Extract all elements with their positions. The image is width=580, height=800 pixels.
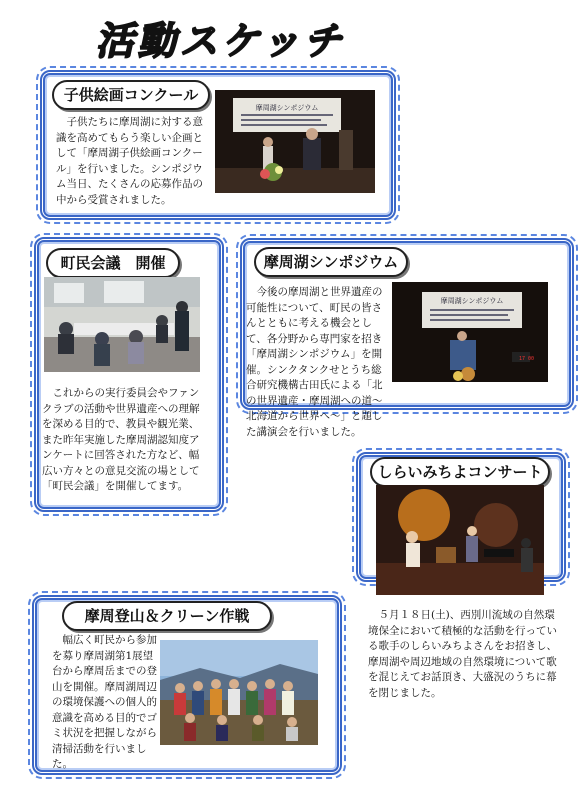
tozan-group-photo xyxy=(160,640,318,745)
kodomo-award-photo xyxy=(215,90,375,193)
concert-stage-photo xyxy=(376,485,544,595)
symposium-screen-text: 摩周湖シンポジウム xyxy=(440,297,504,305)
section-kodomo-heading: 子供絵画コンクール xyxy=(52,80,210,110)
svg-text:17 00: 17 00 xyxy=(519,356,535,362)
section-kodomo-body: 子供たちに摩周湖に対する意識を高めてもらう楽しい企画として「摩周湖子供絵画コンクール」を行いました。シンポジウム当日、たくさんの応募作品の中から受賞されました。 xyxy=(56,116,203,206)
section-concert-body: ５月１８日(土)、西別川流域の自然環境保全において積極的な活動を行っている歌手のしらいみちよさんをお招きし、摩周湖や周辺地域の自然環境について歌を混じえてお話頂き、大盛況のうちに幕を閉じました。 xyxy=(368,609,557,699)
concert-photo-drawing xyxy=(376,485,544,595)
kodomo-screen-text: 摩周湖シンポジウム xyxy=(255,104,319,112)
section-concert-heading: しらいみちよコンサート xyxy=(370,457,550,487)
tozan-photo-drawing xyxy=(160,640,318,745)
section-chomin-body: これからの実行委員会やファンクラブの活動や世界遺産への理解を深める目的で、教員や観光業、また昨年実施した摩周湖認知度アンケートに回答された方など、幅広い方々との意見交流の場として「町民会議」を開催してます。 xyxy=(42,387,200,492)
symposium-photo-drawing xyxy=(392,282,548,382)
section-chomin-heading: 町民会議 開催 xyxy=(46,248,180,278)
chomin-photo-drawing xyxy=(44,277,200,372)
chomin-meeting-photo xyxy=(44,277,200,372)
section-tozan-heading: 摩周登山＆クリーン作戦 xyxy=(62,601,272,631)
symposium-lecture-photo xyxy=(392,282,548,382)
page-title: 活動スケッチ xyxy=(94,19,354,63)
section-tozan-body: 幅広く町民から参加を募り摩周湖第1展望台から摩周岳までの登山を開催。摩周湖周辺の環境保護への個人的意識を高める目的でゴミ状況を把握しながら清掃活動を行いました。 xyxy=(52,634,157,770)
section-symposium-body: 今後の摩周湖と世界遺産の可能性について、町民の皆さんとともに考える機会として、各分野から専門家を招き「摩周湖シンポジウム」を開催。シンクタンクせとうち総合研究機構古田氏による「北の世界遺産・摩周湖への道～北海道から世界へ～」と題した講演会を行いました。 xyxy=(246,286,383,438)
section-symposium-heading: 摩周湖シンポジウム xyxy=(254,247,408,277)
kodomo-photo-drawing xyxy=(215,90,375,193)
